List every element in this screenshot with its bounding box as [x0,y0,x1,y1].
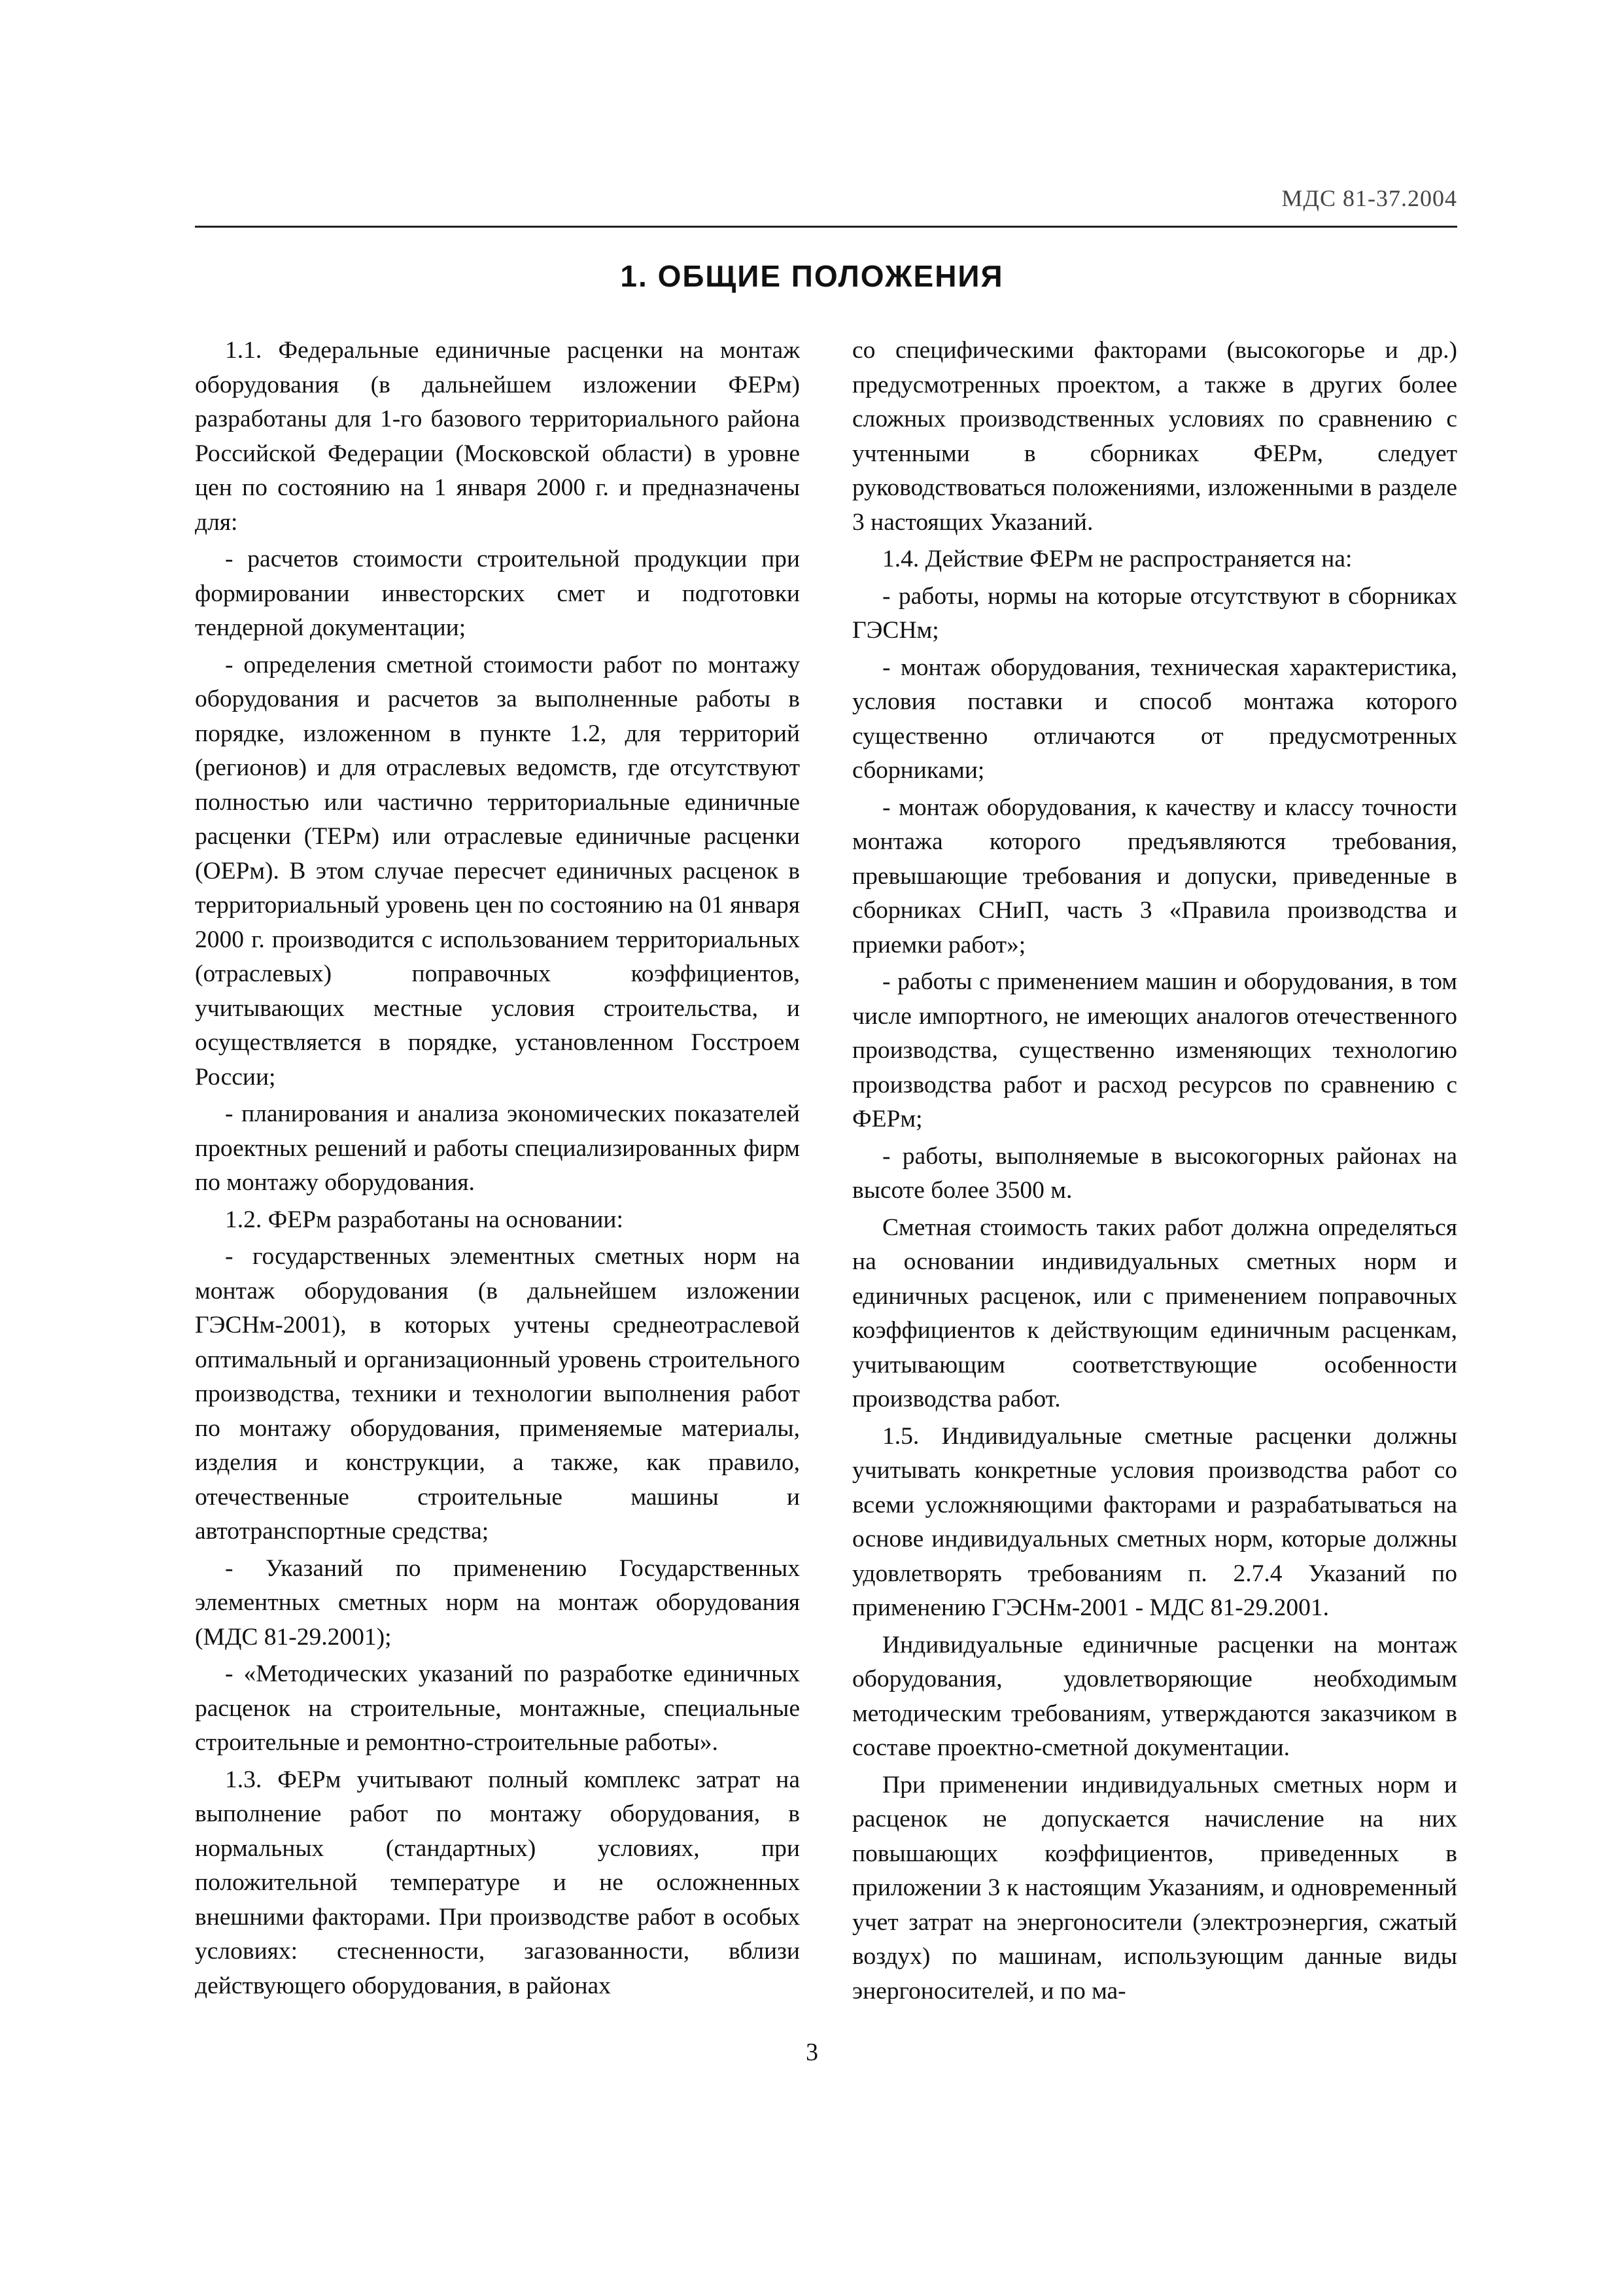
paragraph-continuation: со специфическими факторами (высокогорье и др.) предусмотренных проектом, а также в других более сложных производственных условиях по сравнению с учтенными в сборниках ФЕРм, следует руководствоваться положениями, изложенными в разделе 3 настоящих Указаний. [852,337,1457,536]
list-item: - монтаж оборудования, к качеству и классу точности монтажа которого предъявляются требования, превышающие требования и допуски, приведенные в сборниках СНиП, часть 3 «Правила производства и приемки работ»; [852,794,1457,958]
list-item: - работы, нормы на которые отсутствуют в сборниках ГЭСНм; [852,582,1457,644]
list-item: - планирования и анализа экономических показателей проектных решений и работы специализированных фирм по монтажу оборудования. [195,1100,800,1196]
list-item: - монтаж оборудования, техническая характеристика, условия поставки и способ монтажа которого существенно отличаются от предусмотренных сборниками; [852,654,1457,784]
list-item: - работы с применением машин и оборудования, в том числе импортного, не имеющих аналогов отечественного производства, существенно изменяющих технологию производства работ и расход ресурсов по сравнению с ФЕРм; [852,968,1457,1132]
paragraph: 1.4. Действие ФЕРм не распространяется на: [882,546,1353,572]
page-number: 3 [806,2039,818,2066]
paragraph: 1.5. Индивидуальные сметные расценки должны учитывать конкретные условия производства работ со всеми усложняющими факторами и разрабатываться на основе индивидуальных сметных норм, которые должны удовлетворять требованиям п. 2.7.4 Указаний по применению ГЭСНм-2001 - МДС 81-29.2001. [852,1422,1457,1621]
paragraph: Сметная стоимость таких работ должна определяться на основании индивидуальных сметных норм и единичных расценок, или с применением поправочных коэффициентов к действующим единичным расценкам, учитывающим соответствующие особенности производства работ. [852,1214,1457,1412]
list-item: - «Методических указаний по разработке единичных расценок на строительные, монтажные, специальные строительные и ремонтно-строительные работы». [195,1660,800,1756]
section-title: 1. ОБЩИЕ ПОЛОЖЕНИЯ [620,259,1004,293]
list-item: - государственных элементных сметных норм на монтаж оборудования (в дальнейшем изложении ГЭСНм-2001), в которых учтены среднеотраслевой оптимальный и организационный уровень строительного производства, техники и технологии выполнения работ по монтажу оборудования, применяемые материалы, изделия и конструкции, а также, как правило, отечественные строительные машины и автотранспортные средства; [195,1243,800,1545]
document-code: МДС 81-37.2004 [1281,185,1457,211]
list-item: - Указаний по применению Государственных элементных сметных норм на монтаж оборудования (МДС 81-29.2001); [195,1554,800,1651]
paragraph: 1.1. Федеральные единичные расценки на монтаж оборудования (в дальнейшем изложении ФЕРм) разработаны для 1-го базового территориального района Российской Федерации (Московской области) в уровне цен по состоянию на 1 января 2000 г. и предназначены для: [195,337,800,536]
header-rule [195,226,1457,228]
right-column [852,334,1457,2011]
list-item: - работы, выполняемые в высокогорных районах на высоте более 3500 м. [852,1142,1457,1204]
paragraph: 1.2. ФЕРм разработаны на основании: [225,1206,623,1233]
paragraph: Индивидуальные единичные расценки на монтаж оборудования, удовлетворяющие необходимым методическим требованиям, утверждаются заказчиком в составе проектно-сметной документации. [852,1631,1457,1761]
list-item: - расчетов стоимости строительной продукции при формировании инвесторских смет и подготовки тендерной документации; [195,546,800,641]
left-column [195,334,800,2006]
paragraph: При применении индивидуальных сметных норм и расценок не допускается начисление на них повышающих коэффициентов, приведенных в приложении 3 к настоящим Указаниям, и одновременный учет затрат на энергоносители (электроэнергия, сжатый воздух) по машинам, использующим данные виды энергоносителей, и по ма- [852,1771,1457,2005]
paragraph: 1.3. ФЕРм учитывают полный комплекс затрат на выполнение работ по монтажу оборудования, в нормальных (стандартных) условиях, при положительной температуре и не осложненных внешними факторами. При производстве работ в особых условиях: стесненности, загазованности, вблизи действующего оборудования, в районах [195,1766,800,1999]
list-item: - определения сметной стоимости работ по монтажу оборудования и расчетов за выполненные работы в порядке, изложенном в пункте 1.2, для территорий (регионов) и для отраслевых ведомств, где отсутствуют полностью или частично территориальные единичные расценки (ТЕРм) или отраслевые единичные расценки (ОЕРм). В этом случае пересчет единичных расценок в территориальный уровень цен по состоянию на 01 января 2000 г. производится с использованием территориальных (отраслевых) поправочных коэффициентов, учитывающих местные условия строительства, и осуществляется в порядке, установленном Госстроем России; [195,651,800,1091]
